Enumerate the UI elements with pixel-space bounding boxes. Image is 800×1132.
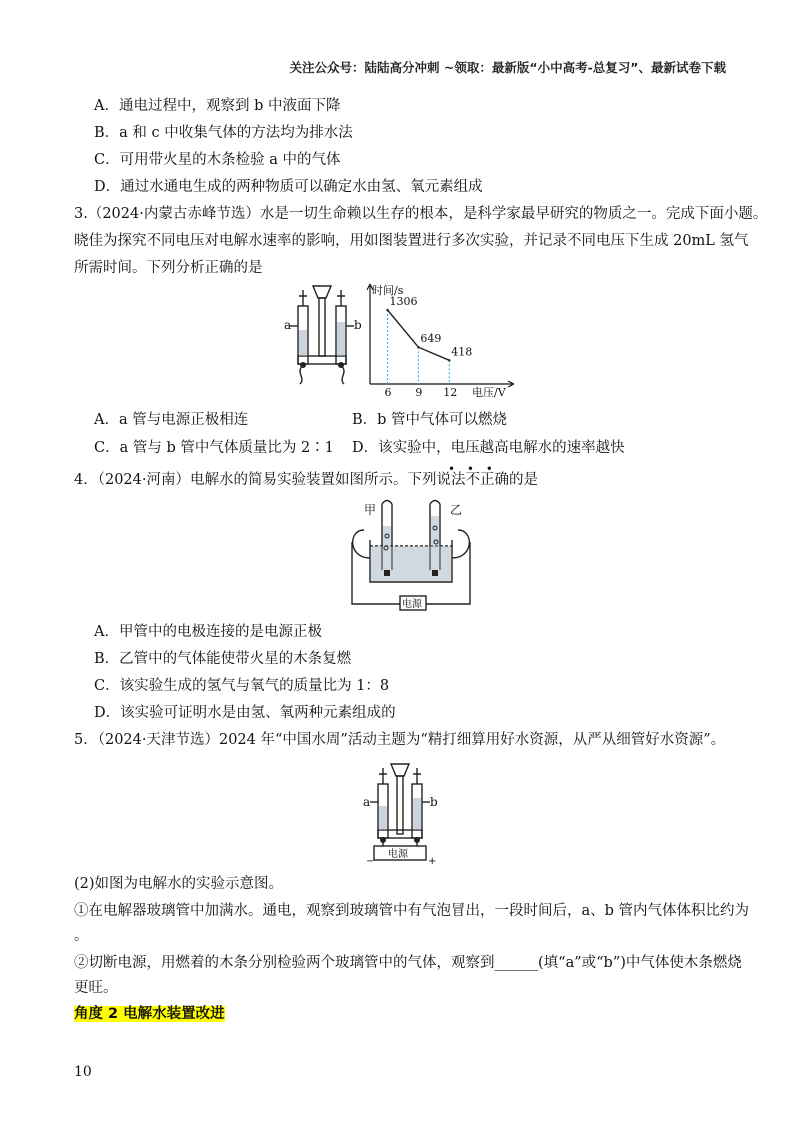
x-tick-label: 6 <box>384 386 392 399</box>
q4-apparatus-figure <box>344 498 478 612</box>
page-header: 关注公众号：陆陆高分冲刺 ~领取：最新版“小中高考-总复习”、最新试卷下载 <box>289 60 726 75</box>
data-point <box>386 309 388 311</box>
voltage-time-chart <box>362 280 522 400</box>
q5-label-b: b <box>430 795 438 809</box>
q3-label-b: b <box>354 318 362 332</box>
x-tick-label: 9 <box>415 386 423 399</box>
q5-minus-label: − <box>366 856 375 866</box>
q3-stem-line3: 所需时间。下列分析正确的是 <box>74 260 263 276</box>
emphasis-dots: • • • <box>448 462 497 476</box>
data-label: 1306 <box>389 295 418 308</box>
q4-power-label: 电源 <box>402 599 422 610</box>
q2-option-b: B．a 和 c 中收集气体的方法均为排水法 <box>94 125 353 141</box>
q5-para2-end: 更旺。 <box>74 980 118 996</box>
q3-option-a: A．a 管与电源正极相连 <box>94 412 249 428</box>
q3-option-d: D．该实验中，电压越高电解水的速率越快 <box>352 440 625 456</box>
x-tick-label: 12 <box>443 386 458 399</box>
q3-apparatus-figure <box>282 280 362 388</box>
page-number: 10 <box>74 1064 92 1080</box>
q3-label-a: a <box>284 318 292 332</box>
q5-label-a: a <box>363 795 371 809</box>
section-title: 角度 2 电解水装置改进 <box>74 1006 225 1022</box>
data-point <box>448 359 450 361</box>
q2-option-a: A．通电过程中，观察到 b 中液面下降 <box>94 98 341 114</box>
q4-label-yi: 乙 <box>450 503 463 517</box>
q5-para1: ①在电解器玻璃管中加满水。通电，观察到玻璃管中有气泡冒出，一段时间后，a、b 管内气体体积比约为 <box>74 903 750 919</box>
q4-label-jia: 甲 <box>364 503 377 517</box>
data-point <box>417 346 419 348</box>
q5-power-label: 电源 <box>388 849 408 860</box>
q2-option-d: D．通过水通电生成的两种物质可以确定水由氢、氧元素组成 <box>94 179 483 195</box>
q4-option-d: D．该实验可证明水是由氢、氧两种元素组成的 <box>94 705 396 721</box>
data-label: 649 <box>420 332 442 346</box>
q5-para2: ②切断电源，用燃着的木条分别检验两个玻璃管中的气体，观察到______(填“a”或“b”)中气体使木条燃烧 <box>74 955 742 971</box>
q5-plus-label: + <box>428 856 437 866</box>
q3-stem-line2: 晓佳为探究不同电压对电解水速率的影响，用如图装置进行多次实验，并记录不同电压下生成 20mL 氢气 <box>74 233 749 249</box>
q5-para1-end: 。 <box>74 928 89 944</box>
x-axis-label: 电压/V <box>472 386 506 399</box>
q5-sub2: (2)如图为电解水的实验示意图。 <box>74 876 284 892</box>
q4-option-a: A．甲管中的电极连接的是电源正极 <box>94 624 322 640</box>
q3-stem-line1: 3.（2024·内蒙古赤峰节选）水是一切生命赖以生存的根本，是科学家最早研究的物质之一。完成下面小题。 <box>74 206 768 222</box>
q3-option-b: B．b 管中气体可以燃烧 <box>352 412 508 428</box>
q3-option-c: C．a 管与 b 管中气体质量比为 2∶1 <box>94 440 334 456</box>
q4-option-c: C．该实验生成的氢气与氧气的质量比为 1：8 <box>94 678 390 694</box>
q4-stem: 4．（2024·河南）电解水的简易实验装置如图所示。下列说法不正确的是 <box>74 472 538 488</box>
q5-apparatus-figure <box>362 758 438 866</box>
data-label: 418 <box>451 345 473 359</box>
q4-option-b: B．乙管中的气体能使带火星的木条复燃 <box>94 651 352 667</box>
y-axis-label: 时间/s <box>372 284 404 297</box>
q5-stem: 5．（2024·天津节选）2024 年“中国水周”活动主题为“精打细算用好水资源，从严从细管好水资源”。 <box>74 732 726 748</box>
q2-option-c: C．可用带火星的木条检验 a 中的气体 <box>94 152 341 168</box>
